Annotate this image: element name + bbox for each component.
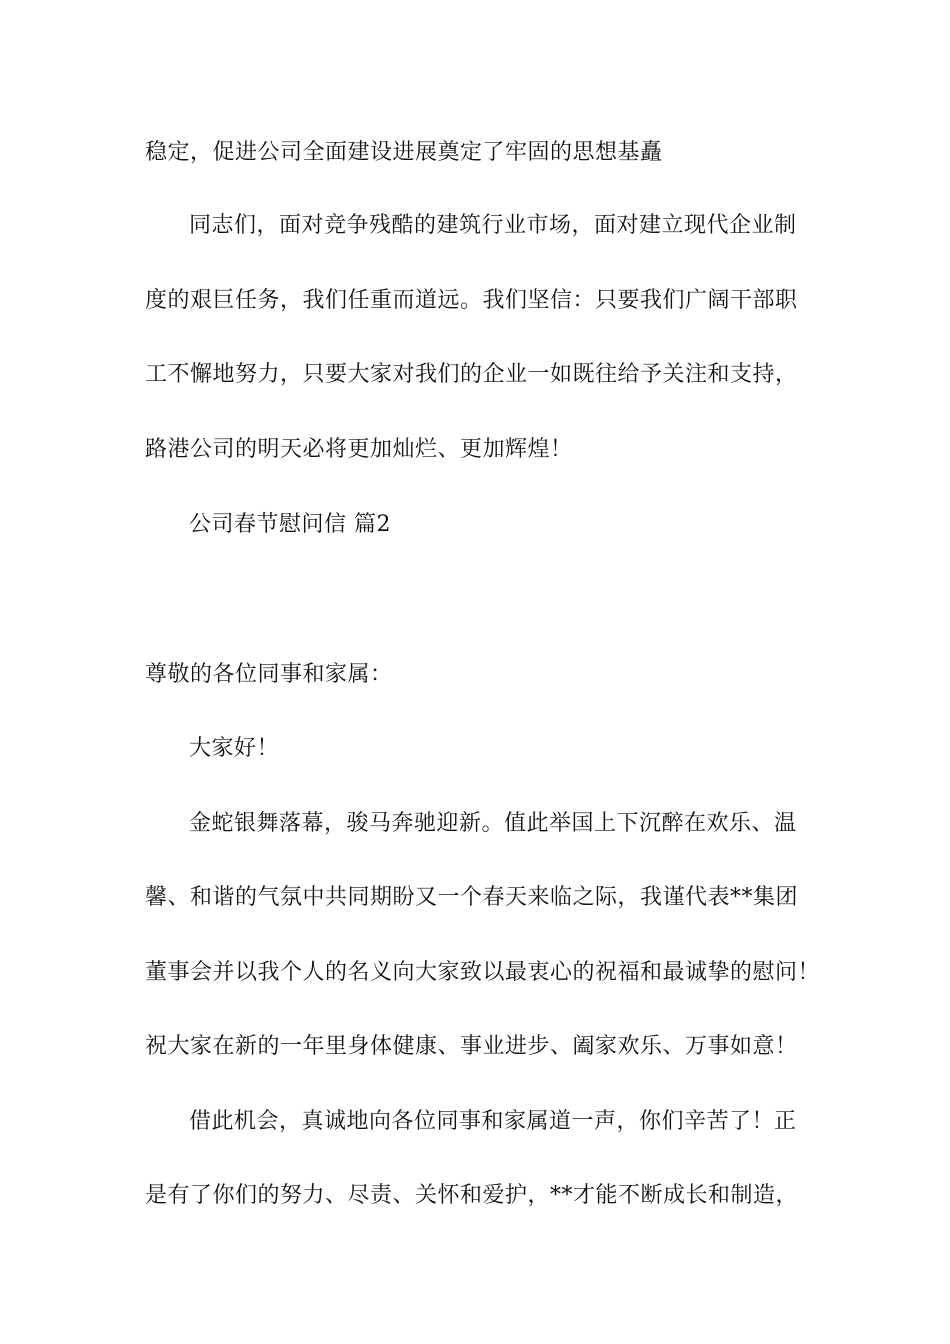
paragraph-line-8: 董事会并以我个人的名义向大家致以最衷心的祝福和最诚挚的慰问！ bbox=[145, 960, 821, 985]
section-heading: 公司春节慰问信 篇2 bbox=[189, 512, 391, 537]
paragraph-line-4: 工不懈地努力，只要大家对我们的企业一如既往给予关注和支持， bbox=[145, 362, 798, 387]
paragraph-line-9: 祝大家在新的一年里身体健康、事业进步、阖家欢乐、万事如意！ bbox=[145, 1034, 798, 1059]
greeting: 大家好！ bbox=[189, 736, 280, 761]
paragraph-line-10: 借此机会，真诚地向各位同事和家属道一声，你们辛苦了！正 bbox=[189, 1109, 797, 1134]
paragraph-line-5: 路港公司的明天必将更加灿烂、更加辉煌！ bbox=[145, 437, 573, 462]
paragraph-line-11: 是有了你们的努力、尽责、关怀和爱护，**才能不断成长和制造， bbox=[145, 1183, 799, 1208]
paragraph-line-7: 馨、和谐的气氛中共同期盼又一个春天来临之际，我谨代表**集团 bbox=[145, 885, 799, 910]
paragraph-line-1: 稳定，促进公司全面建设进展奠定了牢固的思想基矗 bbox=[145, 140, 663, 165]
paragraph-line-6: 金蛇银舞落幕，骏马奔驰迎新。值此举国上下沉醉在欢乐、温 bbox=[189, 811, 797, 836]
paragraph-line-3: 度的艰巨任务，我们任重而道远。我们坚信：只要我们广阔干部职 bbox=[145, 288, 798, 313]
paragraph-line-2: 同志们，面对竞争残酷的建筑行业市场，面对建立现代企业制 bbox=[189, 213, 797, 238]
salutation: 尊敬的各位同事和家属： bbox=[145, 662, 393, 687]
